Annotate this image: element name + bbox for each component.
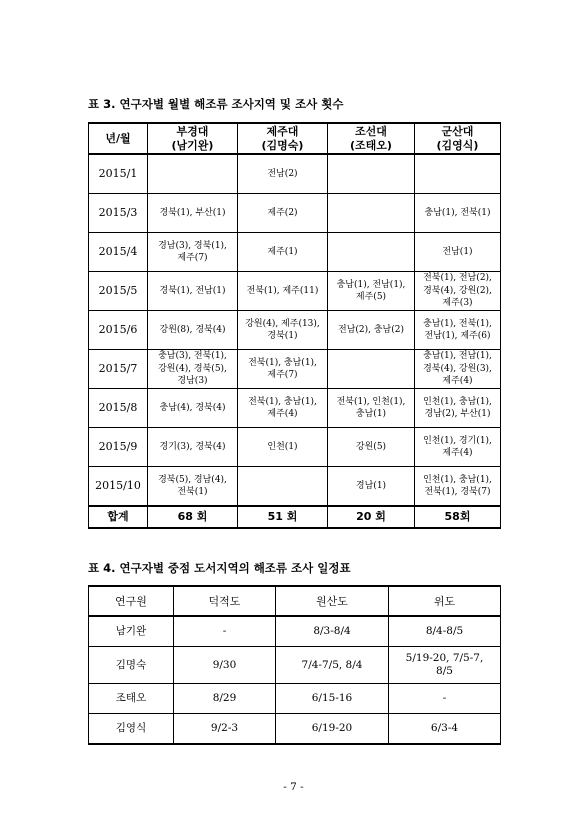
region-count-cell: 경북(1), 전남(1) — [148, 272, 238, 311]
schedule-date-cell: 6/19-20 — [276, 714, 389, 745]
table-row — [89, 616, 501, 647]
region-count-cell: 제주(1) — [238, 233, 328, 272]
schedule-date-cell: 8/4-8/5 — [389, 616, 501, 647]
total-label: 합계 — [89, 506, 148, 528]
page-number: - 7 - — [283, 781, 304, 793]
table-row — [89, 194, 501, 233]
region-count-cell: 경남(3), 경북(1), 제주(7) — [148, 233, 238, 272]
table4-header-row — [89, 586, 501, 616]
month-cell: 2015/4 — [89, 233, 148, 272]
table-row — [89, 389, 501, 428]
month-cell: 2015/6 — [89, 311, 148, 350]
region-count-cell: 전북(1), 충남(1), 제주(7) — [238, 350, 328, 389]
region-count-cell: 전남(2) — [238, 154, 328, 194]
table4-caption: 표 4. 연구자별 중점 도서지역의 해조류 조사 일정표 — [88, 561, 351, 575]
schedule-date-cell: 7/4-7/5, 8/4 — [276, 647, 389, 684]
header-wonsando: 원산도 — [276, 586, 389, 616]
schedule-date-cell: 6/15-16 — [276, 684, 389, 714]
table-row — [89, 350, 501, 389]
region-count-cell: 경기(3), 경북(4) — [148, 428, 238, 467]
region-count-cell: 충남(1), 전남(1), 제주(5) — [328, 272, 415, 311]
table-row — [89, 154, 501, 194]
table-row — [89, 233, 501, 272]
table-row — [89, 272, 501, 311]
month-cell: 2015/10 — [89, 467, 148, 507]
region-count-cell: 전북(1), 전남(2), 경북(4), 강원(2), 제주(3) — [415, 272, 501, 311]
month-cell: 2015/1 — [89, 154, 148, 194]
region-count-cell: 경남(1) — [328, 467, 415, 507]
region-count-cell: 전남(1) — [415, 233, 501, 272]
region-count-cell: 충남(3), 전북(1), 강원(4), 경북(5), 경남(3) — [148, 350, 238, 389]
header-label: 부경대 — [176, 124, 209, 138]
region-count-cell: 인천(1), 충남(1), 경남(2), 부산(1) — [415, 389, 501, 428]
table-row — [89, 647, 501, 684]
region-count-cell: 인천(1), 충남(1), 전북(1), 경북(7) — [415, 467, 501, 507]
table-row — [89, 714, 501, 745]
header-label: 제주대 — [266, 124, 299, 138]
region-count-cell — [148, 154, 238, 194]
researcher-name-cell: 남기완 — [89, 616, 174, 647]
month-cell: 2015/9 — [89, 428, 148, 467]
region-count-cell — [328, 154, 415, 194]
schedule-date-cell: 9/2-3 — [174, 714, 276, 745]
region-count-cell — [328, 233, 415, 272]
schedule-date-cell: - — [389, 684, 501, 714]
researcher-name-cell: 김명숙 — [89, 647, 174, 684]
header-researcher: 연구원 — [89, 586, 174, 616]
region-count-cell: 충남(4), 경북(4) — [148, 389, 238, 428]
region-count-cell: 강원(5) — [328, 428, 415, 467]
region-count-cell: 전북(1), 충남(1), 제주(4) — [238, 389, 328, 428]
region-count-cell: 인천(1), 경기(1), 제주(4) — [415, 428, 501, 467]
region-count-cell: 충남(1), 전남(1), 경북(4), 강원(3), 제주(4) — [415, 350, 501, 389]
table3-header-row — [89, 123, 501, 154]
total-cell: 58회 — [415, 506, 501, 528]
table3-caption: 표 3. 연구자별 월별 해조류 조사지역 및 조사 횟수 — [88, 97, 344, 111]
header-researcher: (남기완) — [171, 138, 214, 152]
region-count-cell — [328, 194, 415, 233]
table3-total-row — [89, 506, 501, 528]
region-count-cell: 경북(5), 경남(4), 전북(1) — [148, 467, 238, 507]
region-count-cell: 충남(1), 전북(1) — [415, 194, 501, 233]
header-label: 년/월 — [105, 131, 131, 145]
table-row — [89, 311, 501, 350]
region-count-cell — [328, 350, 415, 389]
schedule-date-cell: 9/30 — [174, 647, 276, 684]
region-count-cell: 경북(1), 부산(1) — [148, 194, 238, 233]
month-cell: 2015/8 — [89, 389, 148, 428]
total-cell: 51 회 — [238, 506, 328, 528]
schedule-date-cell: 8/3-8/4 — [276, 616, 389, 647]
header-deokjeokdo: 덕적도 — [174, 586, 276, 616]
month-cell: 2015/3 — [89, 194, 148, 233]
month-cell: 2015/5 — [89, 272, 148, 311]
total-cell: 68 회 — [148, 506, 238, 528]
header-label: 조선대 — [355, 124, 387, 138]
header-researcher: (김영식) — [436, 138, 479, 152]
region-count-cell: 인천(1) — [238, 428, 328, 467]
schedule-date-cell: 5/19-20, 7/5-7, 8/5 — [389, 647, 501, 684]
header-chosun — [328, 123, 415, 154]
island-survey-schedule-table — [88, 585, 501, 745]
header-researcher: (김명숙) — [261, 138, 304, 152]
region-count-cell: 강원(4), 제주(13), 경북(1) — [238, 311, 328, 350]
table-row — [89, 467, 501, 507]
region-count-cell: 제주(2) — [238, 194, 328, 233]
header-label: 군산대 — [441, 124, 474, 138]
schedule-date-cell: 6/3-4 — [389, 714, 501, 745]
header-year-month — [89, 123, 148, 154]
region-count-cell — [238, 467, 328, 507]
region-count-cell: 강원(8), 경북(4) — [148, 311, 238, 350]
region-count-cell: 충남(1), 전북(1), 전남(1), 제주(6) — [415, 311, 501, 350]
schedule-date-cell: - — [174, 616, 276, 647]
region-count-cell: 전북(1), 제주(11) — [238, 272, 328, 311]
header-wido: 위도 — [389, 586, 501, 616]
region-count-cell — [415, 154, 501, 194]
region-count-cell: 전남(2), 충남(2) — [328, 311, 415, 350]
header-researcher: (조태오) — [350, 138, 392, 152]
table-row — [89, 428, 501, 467]
survey-frequency-table — [88, 122, 501, 529]
month-cell: 2015/7 — [89, 350, 148, 389]
schedule-date-cell: 8/29 — [174, 684, 276, 714]
region-count-cell: 전북(1), 인천(1), 충남(1) — [328, 389, 415, 428]
researcher-name-cell: 김영식 — [89, 714, 174, 745]
total-cell: 20 회 — [328, 506, 415, 528]
header-pukyong — [148, 123, 238, 154]
researcher-name-cell: 조태오 — [89, 684, 174, 714]
header-kunsan — [415, 123, 501, 154]
table-row — [89, 684, 501, 714]
header-jeju — [238, 123, 328, 154]
